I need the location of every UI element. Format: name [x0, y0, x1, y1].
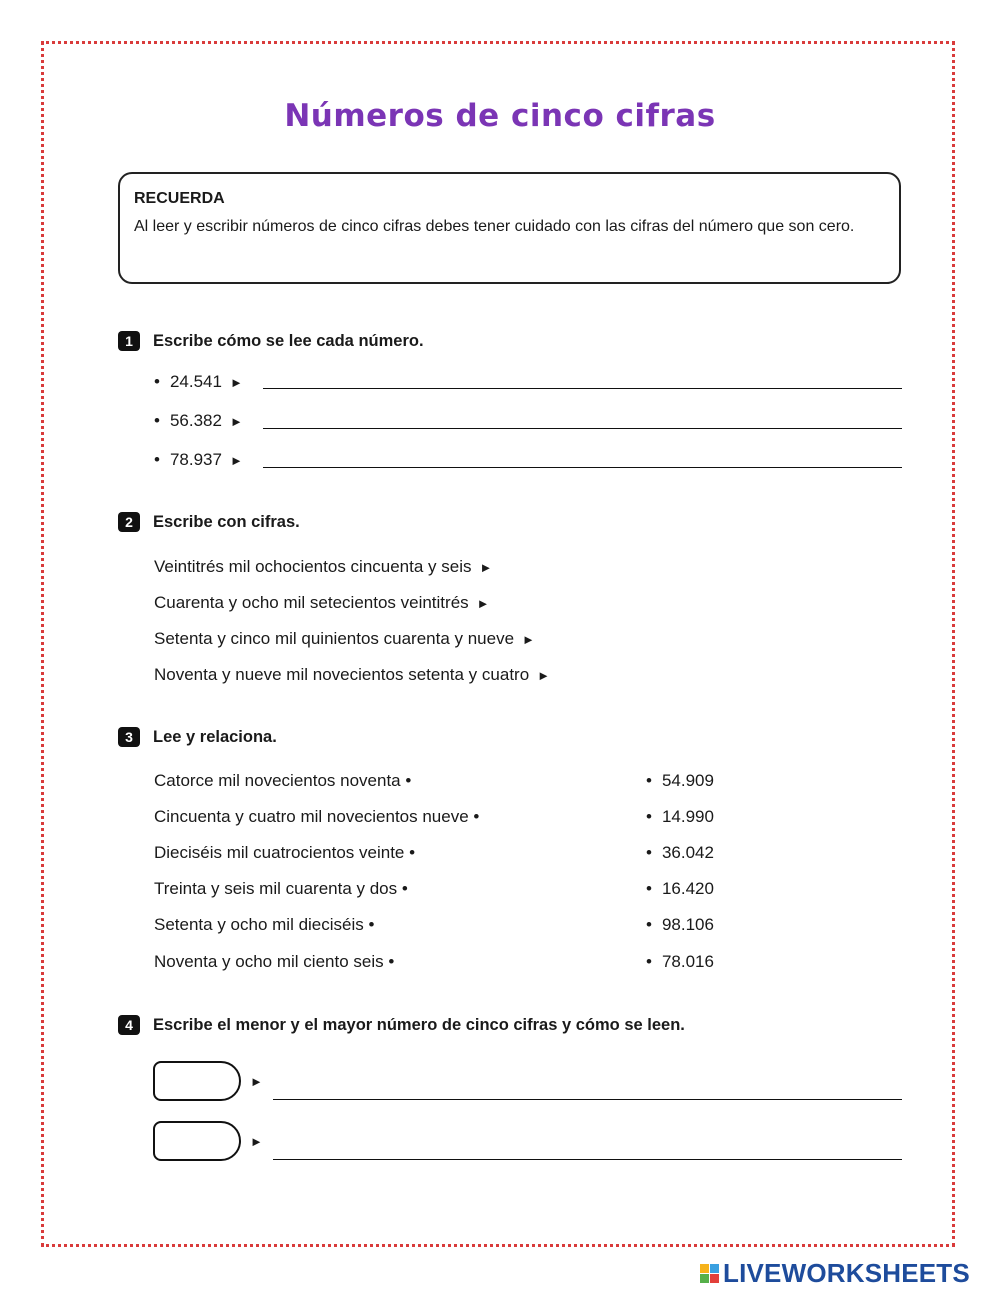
q1-number: 78.937	[169, 450, 222, 469]
q2-phrase: Noventa y nueve mil novecientos setenta y cuatro	[154, 665, 530, 684]
q3-right-number: 36.042	[661, 843, 714, 862]
q3-right-number: 78.016	[661, 952, 714, 971]
arrow-icon: ►	[250, 1134, 263, 1149]
question-text: Escribe con cifras.	[153, 512, 300, 531]
question-text: Escribe el menor y el mayor número de cinco cifras y cómo se leen.	[153, 1015, 685, 1034]
q3-right-number: 98.106	[661, 915, 714, 934]
logo-grid-icon	[700, 1264, 719, 1283]
match-dot[interactable]: •	[646, 915, 652, 934]
q3-right-number: 16.420	[661, 879, 714, 898]
arrow-icon: ►	[229, 375, 243, 390]
q3-right-item[interactable]	[646, 915, 714, 935]
arrow-icon: ►	[522, 632, 535, 647]
recuerda-heading: RECUERDA	[134, 190, 225, 207]
q2-item[interactable]	[154, 629, 535, 649]
q3-left-item[interactable]	[154, 843, 415, 863]
arrow-icon: ►	[229, 453, 243, 468]
arrow-icon: ►	[476, 596, 490, 611]
q3-right-item[interactable]	[646, 879, 714, 899]
q3-left-item[interactable]	[154, 879, 408, 899]
q3-right-number: 54.909	[661, 771, 714, 790]
q2-item[interactable]	[154, 665, 550, 685]
answer-line[interactable]	[273, 1159, 902, 1160]
q3-right-number: 14.990	[661, 807, 714, 826]
q3-left-item[interactable]	[154, 952, 394, 972]
question-text: Lee y relaciona.	[153, 727, 277, 746]
q3-left-text: Noventa y ocho mil ciento seis	[154, 952, 384, 971]
brand-name: LIVEWORKSHEETS	[723, 1258, 970, 1288]
q1-item	[154, 411, 243, 431]
q3-left-text: Setenta y ocho mil dieciséis	[154, 915, 364, 934]
question-number-badge: 4	[118, 1015, 140, 1035]
q1-item	[154, 450, 243, 470]
arrow-icon: ►	[537, 668, 551, 683]
answer-line[interactable]	[273, 1099, 902, 1100]
bullet-icon: •	[154, 411, 160, 430]
bullet-icon: •	[154, 372, 160, 391]
q3-left-text: Catorce mil novecientos noventa	[154, 771, 401, 790]
question-number-badge: 2	[118, 512, 140, 532]
question-number-badge: 1	[118, 331, 140, 351]
answer-line[interactable]	[263, 428, 902, 429]
match-dot[interactable]: •	[473, 807, 480, 826]
q2-item[interactable]	[154, 593, 490, 613]
q3-left-item[interactable]	[154, 807, 479, 827]
q3-right-item[interactable]	[646, 952, 714, 972]
match-dot[interactable]: •	[388, 952, 395, 971]
recuerda-box	[118, 172, 901, 284]
q2-phrase: Setenta y cinco mil quinientos cuarenta y nueve	[154, 629, 515, 648]
q2-phrase: Cuarenta y ocho mil setecientos veintitrés	[154, 593, 469, 612]
question-4	[118, 1015, 685, 1035]
match-dot[interactable]: •	[646, 879, 652, 898]
q3-left-text: Cincuenta y cuatro mil novecientos nueve	[154, 807, 469, 826]
arrow-icon: ►	[229, 414, 243, 429]
answer-line[interactable]	[263, 467, 902, 468]
question-3	[118, 727, 277, 747]
match-dot[interactable]: •	[405, 771, 412, 790]
liveworksheets-logo[interactable]	[700, 1258, 970, 1289]
q1-number: 56.382	[169, 411, 222, 430]
match-dot[interactable]: •	[401, 879, 408, 898]
q1-item	[154, 372, 243, 392]
question-2	[118, 512, 300, 532]
q1-number: 24.541	[169, 372, 222, 391]
arrow-icon: ►	[250, 1074, 263, 1089]
match-dot[interactable]: •	[409, 843, 416, 862]
match-dot[interactable]: •	[646, 807, 652, 826]
answer-box-smallest[interactable]	[153, 1061, 241, 1101]
question-number-badge: 3	[118, 727, 140, 747]
q3-right-item[interactable]	[646, 807, 714, 827]
answer-line[interactable]	[263, 388, 902, 389]
recuerda-text: Al leer y escribir números de cinco cifras debes tener cuidado con las cifras del número que son cero.	[134, 218, 855, 235]
q3-right-item[interactable]	[646, 771, 714, 791]
q3-left-text: Dieciséis mil cuatrocientos veinte	[154, 843, 405, 862]
q3-left-item[interactable]	[154, 771, 411, 791]
question-text: Escribe cómo se lee cada número.	[153, 331, 424, 350]
match-dot[interactable]: •	[368, 915, 375, 934]
answer-box-largest[interactable]	[153, 1121, 241, 1161]
match-dot[interactable]: •	[646, 843, 652, 862]
q2-phrase: Veintitrés mil ochocientos cincuenta y seis	[154, 557, 472, 576]
question-1	[118, 331, 424, 351]
q3-left-item[interactable]	[154, 915, 374, 935]
q2-item[interactable]	[154, 557, 492, 577]
bullet-icon: •	[154, 450, 160, 469]
arrow-icon: ►	[479, 560, 493, 575]
match-dot[interactable]: •	[646, 952, 652, 971]
match-dot[interactable]: •	[646, 771, 652, 790]
page-title: Números de cinco cifras	[284, 98, 716, 134]
q3-right-item[interactable]	[646, 843, 714, 863]
q3-left-text: Treinta y seis mil cuarenta y dos	[154, 879, 398, 898]
